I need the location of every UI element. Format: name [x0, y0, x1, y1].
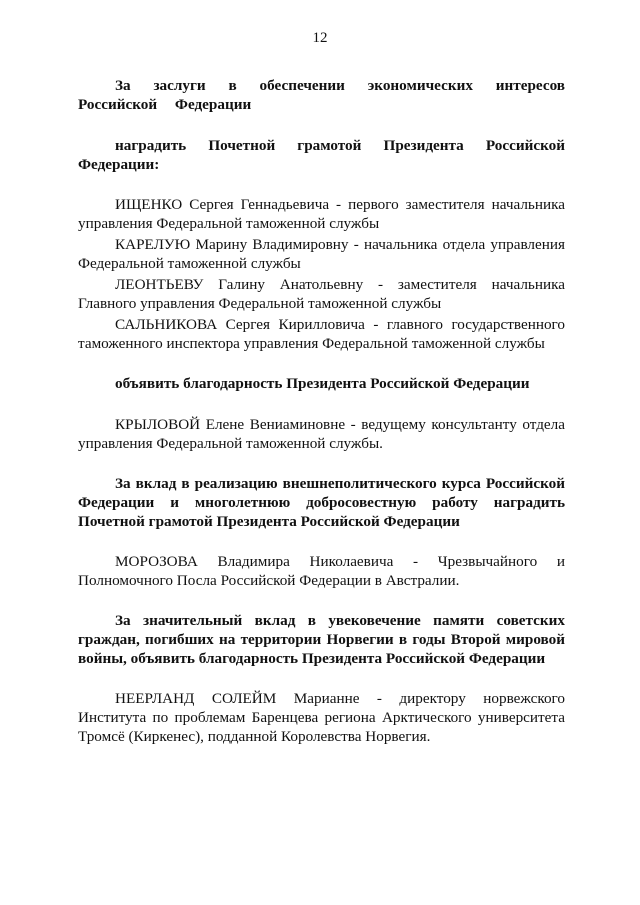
thanks-recipient-krylova: КРЫЛОВОЙ Елене Вениаминовне - ведущему консультанту отдела управления Федеральной таможенной службы.: [78, 416, 565, 452]
page-number: 12: [312, 30, 328, 46]
document-body: [78, 76, 565, 746]
thanks-instruction: объявить благодарность Президента Российской Федерации: [115, 375, 530, 392]
awardee-list: [78, 195, 565, 353]
awardee-salnikov: САЛЬНИКОВА Сергея Кирилловича - главного государственного таможенного инспектора управления Федеральной таможенной службы: [78, 316, 565, 352]
awardee-ishchenko: ИЩЕНКО Сергея Геннадьевича - первого заместителя начальника управления Федеральной таможенной службы: [78, 196, 565, 232]
section-heading-foreign-policy: За вклад в реализацию внешнеполитического курса Российской Федерации и многолетнюю добросовестную работу наградить Почетной грамотой Президента Российской Федерации: [78, 475, 565, 530]
section-heading-economic-interests: За заслуги в обеспечении экономических интересов Российской Федерации: [78, 77, 565, 113]
thanks-recipient-neerland-soleim: НЕЕРЛАНД СОЛЕЙМ Марианне - директору норвежского Института по проблемам Баренцева региона Арктического университета Тромсё (Киркенес), подданной Королевства Норвегия.: [78, 690, 565, 745]
awardee-morozov: МОРОЗОВА Владимира Николаевича - Чрезвычайного и Полномочного Посла Российской Федерации в Австралии.: [78, 553, 565, 589]
awardee-leontyeva: ЛЕОНТЬЕВУ Галину Анатольевну - заместителя начальника Главного управления Федеральной таможенной службы: [78, 276, 565, 312]
awardee-kareluya: КАРЕЛУЮ Марину Владимировну - начальника отдела управления Федеральной таможенной службы: [78, 236, 565, 272]
section-heading-memory: За значительный вклад в увековечение памяти советских граждан, погибших на территории Норвегии в годы Второй мировой войны, объявить благодарность Президента Российской Федерации: [78, 612, 565, 667]
award-instruction-certificate: наградить Почетной грамотой Президента Российской Федерации:: [78, 137, 565, 173]
